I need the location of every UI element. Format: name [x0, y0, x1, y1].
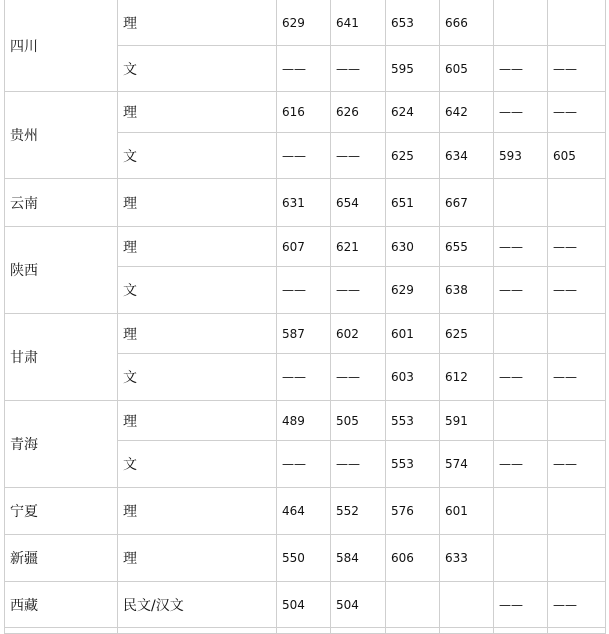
subject-cell: 民文/汉文	[118, 582, 277, 628]
score-cell: ——	[548, 46, 606, 92]
score-cell: 489	[277, 401, 331, 441]
score-cell: 553	[386, 401, 440, 441]
table-row	[5, 227, 606, 267]
score-cell: ——	[277, 46, 331, 92]
province-cell: 陕西	[5, 227, 118, 314]
score-cell: 593	[494, 133, 548, 179]
score-cell: 638	[440, 267, 494, 314]
score-cell	[548, 0, 606, 46]
score-cell	[494, 179, 548, 227]
score-cell: 634	[440, 133, 494, 179]
score-cell: ——	[548, 354, 606, 401]
score-cell: 605	[548, 133, 606, 179]
score-cell: 655	[440, 227, 494, 267]
empty-cell	[5, 628, 118, 634]
score-cell: 642	[440, 92, 494, 133]
score-cell: 633	[440, 535, 494, 582]
empty-cell	[386, 628, 440, 634]
score-cell: 605	[440, 46, 494, 92]
score-cell: 626	[331, 92, 386, 133]
score-cell: ——	[331, 267, 386, 314]
score-cell: 651	[386, 179, 440, 227]
score-cell: ——	[494, 227, 548, 267]
table-row	[5, 582, 606, 628]
score-cell: ——	[494, 441, 548, 488]
score-cell: 576	[386, 488, 440, 535]
score-cell: 654	[331, 179, 386, 227]
empty-cell	[277, 628, 331, 634]
score-cell: 621	[331, 227, 386, 267]
score-cell: ——	[277, 354, 331, 401]
province-cell: 青海	[5, 401, 118, 488]
subject-cell: 理	[118, 179, 277, 227]
score-cell: 607	[277, 227, 331, 267]
score-cell: ——	[331, 133, 386, 179]
score-cell: ——	[548, 92, 606, 133]
table-row	[5, 488, 606, 535]
score-cell: 666	[440, 0, 494, 46]
score-cell: ——	[277, 133, 331, 179]
score-cell: 584	[331, 535, 386, 582]
province-cell: 甘肃	[5, 314, 118, 401]
subject-cell: 理	[118, 227, 277, 267]
subject-cell: 文	[118, 441, 277, 488]
score-cell	[494, 0, 548, 46]
score-cell: 631	[277, 179, 331, 227]
score-cell: 504	[277, 582, 331, 628]
score-cell: ——	[548, 441, 606, 488]
score-cell: ——	[494, 267, 548, 314]
province-cell: 四川	[5, 0, 118, 92]
score-cell: 630	[386, 227, 440, 267]
table-row	[5, 535, 606, 582]
province-cell: 西藏	[5, 582, 118, 628]
score-cell: ——	[331, 354, 386, 401]
subject-cell: 理	[118, 535, 277, 582]
subject-cell: 理	[118, 314, 277, 354]
score-cell	[548, 488, 606, 535]
score-cell: ——	[548, 582, 606, 628]
score-cell: ——	[331, 441, 386, 488]
score-cell: 667	[440, 179, 494, 227]
score-cell: 612	[440, 354, 494, 401]
table-row-partial	[5, 628, 606, 634]
table-row	[5, 179, 606, 227]
score-cell: ——	[494, 46, 548, 92]
score-cell: 574	[440, 441, 494, 488]
empty-cell	[440, 628, 494, 634]
table-row	[5, 0, 606, 46]
score-cell	[494, 314, 548, 354]
score-cell: 550	[277, 535, 331, 582]
subject-cell: 理	[118, 92, 277, 133]
empty-cell	[118, 628, 277, 634]
score-cell	[494, 401, 548, 441]
score-cell: 601	[386, 314, 440, 354]
score-cell: ——	[548, 227, 606, 267]
table-row	[5, 401, 606, 441]
score-cell	[548, 535, 606, 582]
score-cell: 624	[386, 92, 440, 133]
score-table	[4, 0, 606, 634]
score-cell: 464	[277, 488, 331, 535]
score-cell: 553	[386, 441, 440, 488]
subject-cell: 文	[118, 354, 277, 401]
subject-cell: 理	[118, 401, 277, 441]
subject-cell: 文	[118, 133, 277, 179]
score-cell: 629	[277, 0, 331, 46]
score-cell: 606	[386, 535, 440, 582]
empty-cell	[548, 628, 606, 634]
table-row	[5, 314, 606, 354]
score-cell	[494, 535, 548, 582]
empty-cell	[331, 628, 386, 634]
province-cell: 贵州	[5, 92, 118, 179]
province-cell: 云南	[5, 179, 118, 227]
subject-cell: 理	[118, 0, 277, 46]
score-cell: ——	[494, 354, 548, 401]
score-cell	[494, 488, 548, 535]
subject-cell: 理	[118, 488, 277, 535]
score-cell: ——	[277, 267, 331, 314]
score-cell: ——	[548, 267, 606, 314]
score-cell: 602	[331, 314, 386, 354]
score-cell: 625	[386, 133, 440, 179]
score-cell: 504	[331, 582, 386, 628]
score-cell: 552	[331, 488, 386, 535]
score-cell: ——	[277, 441, 331, 488]
score-cell: 629	[386, 267, 440, 314]
score-cell: 591	[440, 401, 494, 441]
score-cell: 587	[277, 314, 331, 354]
score-cell: 505	[331, 401, 386, 441]
score-cell: 641	[331, 0, 386, 46]
score-cell	[548, 401, 606, 441]
empty-cell	[494, 628, 548, 634]
table-row	[5, 92, 606, 133]
score-cell: 601	[440, 488, 494, 535]
score-cell	[548, 179, 606, 227]
score-cell: 595	[386, 46, 440, 92]
score-cell	[440, 582, 494, 628]
score-cell: 625	[440, 314, 494, 354]
subject-cell: 文	[118, 46, 277, 92]
score-cell: ——	[494, 582, 548, 628]
subject-cell: 文	[118, 267, 277, 314]
score-cell: 616	[277, 92, 331, 133]
score-cell: 653	[386, 0, 440, 46]
score-cell: ——	[331, 46, 386, 92]
score-cell: ——	[494, 92, 548, 133]
score-cell	[386, 582, 440, 628]
province-cell: 宁夏	[5, 488, 118, 535]
province-cell: 新疆	[5, 535, 118, 582]
score-cell	[548, 314, 606, 354]
score-cell: 603	[386, 354, 440, 401]
